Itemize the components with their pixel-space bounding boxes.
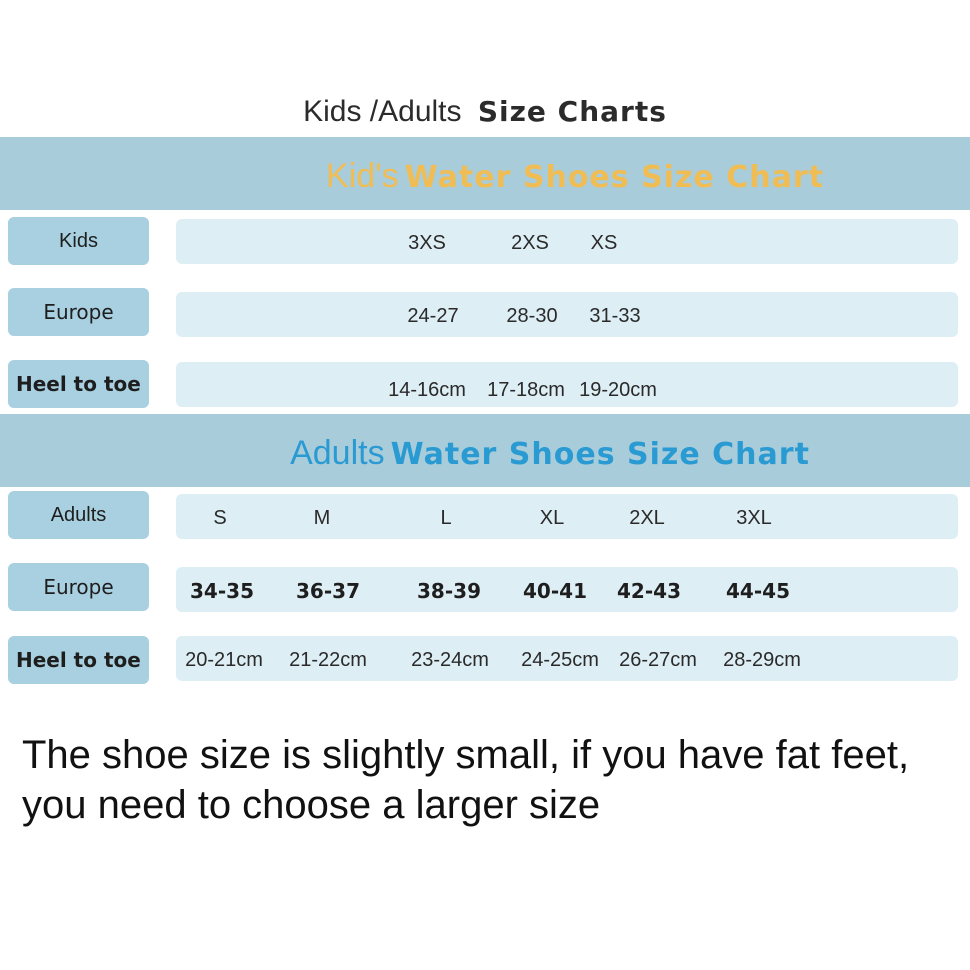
kids-row-europe-values: [176, 292, 958, 337]
size-note-line1: The shoe size is slightly small, if you have fat feet,: [22, 733, 910, 777]
kids-europe-cell: 31-33: [589, 305, 641, 327]
adults-row-heel-values: [176, 636, 958, 681]
kids-row-size-values: [176, 219, 958, 264]
adults-heel-cell: 21-22cm: [289, 649, 367, 671]
kids-row-label-heel-to-toe: Heel to toe: [8, 360, 149, 408]
kids-row-label-size: Kids: [8, 217, 149, 265]
kids-size-cell: XS: [590, 232, 618, 254]
adults-europe-cell: 40-41: [523, 579, 587, 603]
kids-chart-header: [0, 137, 970, 210]
adults-row-size-values: [176, 494, 958, 539]
kids-heel-cell: 19-20cm: [579, 379, 657, 401]
page-title-part1: Kids /Adults: [303, 95, 462, 128]
size-note-line2: you need to choose a larger size: [22, 783, 601, 827]
adults-size-cell: XL: [539, 507, 565, 529]
adults-row-label-heel-to-toe: Heel to toe: [8, 636, 149, 684]
adults-europe-cell: 36-37: [296, 579, 360, 603]
kids-europe-cell: 24-27: [407, 305, 459, 327]
adults-row-label-size: Adults: [8, 491, 149, 539]
adults-heel-cell: 26-27cm: [619, 649, 697, 671]
kids-heel-cell: 14-16cm: [388, 379, 466, 401]
kids-chart-title-rest: Water Shoes Size Chart: [404, 160, 824, 195]
adults-row-label-europe: Europe: [8, 563, 149, 611]
kids-size-cell: 3XS: [408, 232, 446, 254]
kids-row-label-europe: Europe: [8, 288, 149, 336]
page-title: [0, 92, 970, 132]
kids-chart-title: [0, 137, 970, 210]
adults-europe-cell: 34-35: [190, 579, 254, 603]
adults-heel-cell: 24-25cm: [521, 649, 599, 671]
size-note: [22, 730, 962, 830]
kids-row-heel-values: [176, 362, 958, 407]
adults-heel-cell: 28-29cm: [723, 649, 801, 671]
adults-size-cell: 2XL: [629, 507, 665, 529]
kids-europe-cell: 28-30: [506, 305, 558, 327]
adults-size-cell: M: [313, 507, 331, 529]
adults-row-europe-values: [176, 567, 958, 612]
kids-size-cell: 2XS: [511, 232, 549, 254]
kids-heel-cell: 17-18cm: [487, 379, 565, 401]
adults-chart-title-rest: Water Shoes Size Chart: [390, 437, 810, 472]
adults-europe-cell: 42-43: [617, 579, 681, 603]
page-title-part2: Size Charts: [477, 95, 667, 128]
adults-size-cell: S: [213, 507, 227, 529]
adults-europe-cell: 38-39: [417, 579, 481, 603]
adults-heel-cell: 23-24cm: [411, 649, 489, 671]
adults-size-cell: 3XL: [736, 507, 772, 529]
adults-chart-title: [0, 414, 970, 487]
kids-chart-title-lead: Kid's: [326, 157, 399, 195]
adults-chart-title-lead: Adults: [290, 434, 385, 472]
adults-europe-cell: 44-45: [726, 579, 790, 603]
adults-chart-header: [0, 414, 970, 487]
adults-heel-cell: 20-21cm: [185, 649, 263, 671]
adults-size-cell: L: [440, 507, 452, 529]
